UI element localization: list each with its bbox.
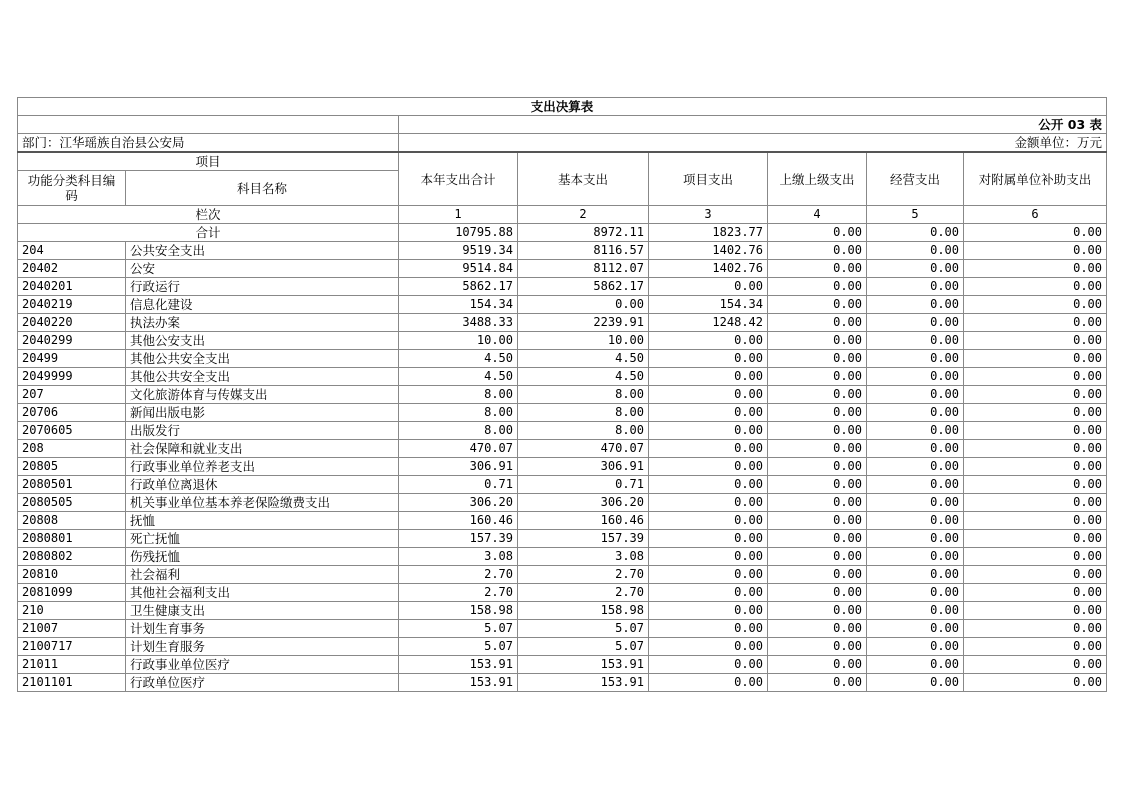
row-value: 0.00 xyxy=(768,656,867,674)
row-value: 0.00 xyxy=(518,296,649,314)
row-code: 20402 xyxy=(18,260,126,278)
row-name: 行政单位医疗 xyxy=(126,674,399,692)
row-value: 153.91 xyxy=(518,656,649,674)
row-value: 8.00 xyxy=(518,386,649,404)
row-code: 21007 xyxy=(18,620,126,638)
total-value: 0.00 xyxy=(768,224,867,242)
column-number: 1 xyxy=(399,206,518,224)
row-value: 157.39 xyxy=(399,530,518,548)
row-code: 2040220 xyxy=(18,314,126,332)
row-value: 0.00 xyxy=(964,602,1107,620)
row-value: 3.08 xyxy=(399,548,518,566)
row-name: 公共安全支出 xyxy=(126,242,399,260)
total-label: 合计 xyxy=(18,224,399,242)
row-value: 0.00 xyxy=(867,476,964,494)
row-value: 0.00 xyxy=(964,314,1107,332)
row-code: 2101101 xyxy=(18,674,126,692)
table-row xyxy=(18,638,1107,656)
row-value: 2239.91 xyxy=(518,314,649,332)
row-value: 0.00 xyxy=(964,296,1107,314)
table-row xyxy=(18,350,1107,368)
row-value: 0.00 xyxy=(768,278,867,296)
column-number: 5 xyxy=(867,206,964,224)
row-value: 0.00 xyxy=(649,674,768,692)
data-rows xyxy=(18,242,1107,692)
table-row xyxy=(18,602,1107,620)
row-value: 0.00 xyxy=(768,512,867,530)
row-code: 2049999 xyxy=(18,368,126,386)
row-code: 2040201 xyxy=(18,278,126,296)
row-value: 5.07 xyxy=(399,638,518,656)
row-value: 0.00 xyxy=(768,368,867,386)
row-value: 470.07 xyxy=(399,440,518,458)
row-value: 306.91 xyxy=(518,458,649,476)
total-value: 10795.88 xyxy=(399,224,518,242)
row-value: 0.00 xyxy=(867,620,964,638)
header-col-project: 项目支出 xyxy=(649,152,768,206)
column-number: 3 xyxy=(649,206,768,224)
row-code: 210 xyxy=(18,602,126,620)
row-value: 0.00 xyxy=(867,458,964,476)
row-value: 0.00 xyxy=(867,314,964,332)
row-code: 2100717 xyxy=(18,638,126,656)
row-value: 0.00 xyxy=(964,386,1107,404)
expenditure-table xyxy=(17,97,1107,692)
row-code: 20805 xyxy=(18,458,126,476)
row-code: 20808 xyxy=(18,512,126,530)
row-name: 行政运行 xyxy=(126,278,399,296)
table-row xyxy=(18,458,1107,476)
row-value: 0.00 xyxy=(867,656,964,674)
table-row xyxy=(18,260,1107,278)
table-row xyxy=(18,386,1107,404)
row-name: 抚恤 xyxy=(126,512,399,530)
table-row xyxy=(18,332,1107,350)
row-value: 0.00 xyxy=(964,260,1107,278)
row-value: 0.00 xyxy=(964,548,1107,566)
row-value: 4.50 xyxy=(518,350,649,368)
row-value: 0.00 xyxy=(867,566,964,584)
row-name: 计划生育服务 xyxy=(126,638,399,656)
table-row xyxy=(18,548,1107,566)
row-value: 158.98 xyxy=(399,602,518,620)
row-value: 0.00 xyxy=(649,386,768,404)
row-value: 0.00 xyxy=(867,674,964,692)
row-name: 行政单位离退休 xyxy=(126,476,399,494)
row-value: 0.00 xyxy=(867,422,964,440)
row-value: 0.00 xyxy=(867,404,964,422)
row-value: 5.07 xyxy=(399,620,518,638)
row-name: 执法办案 xyxy=(126,314,399,332)
row-value: 0.00 xyxy=(649,548,768,566)
row-code: 2070605 xyxy=(18,422,126,440)
row-code: 2040219 xyxy=(18,296,126,314)
row-value: 306.20 xyxy=(399,494,518,512)
row-value: 0.00 xyxy=(649,512,768,530)
row-value: 0.00 xyxy=(964,584,1107,602)
row-value: 0.00 xyxy=(867,386,964,404)
header-item: 项目 xyxy=(18,152,399,171)
table-title: 支出决算表 xyxy=(18,98,1107,116)
row-value: 0.00 xyxy=(768,332,867,350)
table-row xyxy=(18,422,1107,440)
row-code: 2080801 xyxy=(18,530,126,548)
row-value: 0.00 xyxy=(768,422,867,440)
row-value: 0.00 xyxy=(768,530,867,548)
column-number: 4 xyxy=(768,206,867,224)
row-code: 21011 xyxy=(18,656,126,674)
row-value: 2.70 xyxy=(399,566,518,584)
table-row xyxy=(18,314,1107,332)
row-value: 0.00 xyxy=(867,512,964,530)
row-value: 5862.17 xyxy=(518,278,649,296)
row-value: 0.00 xyxy=(768,638,867,656)
table-row xyxy=(18,566,1107,584)
table-row xyxy=(18,494,1107,512)
total-value: 0.00 xyxy=(964,224,1107,242)
row-value: 0.00 xyxy=(768,476,867,494)
row-value: 3.08 xyxy=(518,548,649,566)
row-name: 其他公安支出 xyxy=(126,332,399,350)
row-code: 2080802 xyxy=(18,548,126,566)
row-value: 0.00 xyxy=(867,602,964,620)
row-value: 4.50 xyxy=(518,368,649,386)
total-row xyxy=(18,224,1107,242)
row-name: 信息化建设 xyxy=(126,296,399,314)
row-code: 20499 xyxy=(18,350,126,368)
row-value: 2.70 xyxy=(518,566,649,584)
table-row xyxy=(18,404,1107,422)
row-value: 0.00 xyxy=(867,278,964,296)
row-value: 1402.76 xyxy=(649,242,768,260)
row-value: 0.00 xyxy=(649,656,768,674)
row-value: 0.00 xyxy=(649,584,768,602)
row-value: 0.00 xyxy=(768,314,867,332)
row-code: 2040299 xyxy=(18,332,126,350)
department-label: 部门：江华瑶族自治县公安局 xyxy=(18,134,399,153)
table-row xyxy=(18,278,1107,296)
row-value: 0.00 xyxy=(768,296,867,314)
row-value: 0.00 xyxy=(964,458,1107,476)
row-name: 行政事业单位医疗 xyxy=(126,656,399,674)
row-value: 0.00 xyxy=(649,440,768,458)
row-value: 153.91 xyxy=(399,656,518,674)
row-value: 160.46 xyxy=(399,512,518,530)
row-value: 0.00 xyxy=(649,638,768,656)
row-value: 5.07 xyxy=(518,620,649,638)
row-name: 文化旅游体育与传媒支出 xyxy=(126,386,399,404)
row-value: 0.00 xyxy=(649,476,768,494)
table-row xyxy=(18,476,1107,494)
row-value: 0.00 xyxy=(768,494,867,512)
row-value: 0.71 xyxy=(399,476,518,494)
row-value: 8.00 xyxy=(518,404,649,422)
table-row xyxy=(18,674,1107,692)
row-name: 计划生育事务 xyxy=(126,620,399,638)
row-code: 2080505 xyxy=(18,494,126,512)
row-value: 0.00 xyxy=(649,494,768,512)
row-value: 0.00 xyxy=(867,332,964,350)
table-row xyxy=(18,242,1107,260)
row-value: 9514.84 xyxy=(399,260,518,278)
row-code: 20706 xyxy=(18,404,126,422)
row-value: 0.00 xyxy=(867,584,964,602)
row-value: 0.00 xyxy=(964,530,1107,548)
row-name: 社会福利 xyxy=(126,566,399,584)
row-value: 0.00 xyxy=(867,548,964,566)
row-value: 10.00 xyxy=(518,332,649,350)
total-value: 8972.11 xyxy=(518,224,649,242)
row-code: 207 xyxy=(18,386,126,404)
header-col-subsidy: 对附属单位补助支出 xyxy=(964,152,1107,206)
row-value: 8112.07 xyxy=(518,260,649,278)
row-value: 154.34 xyxy=(399,296,518,314)
row-value: 0.00 xyxy=(964,278,1107,296)
row-value: 0.00 xyxy=(867,296,964,314)
table-row xyxy=(18,530,1107,548)
row-value: 0.00 xyxy=(964,638,1107,656)
header-code: 功能分类科目编码 xyxy=(18,171,126,206)
row-value: 160.46 xyxy=(518,512,649,530)
row-value: 0.00 xyxy=(649,404,768,422)
row-value: 1402.76 xyxy=(649,260,768,278)
row-value: 0.00 xyxy=(649,602,768,620)
row-value: 0.00 xyxy=(964,656,1107,674)
row-value: 0.00 xyxy=(768,404,867,422)
row-value: 0.00 xyxy=(867,242,964,260)
row-value: 158.98 xyxy=(518,602,649,620)
row-name: 伤残抚恤 xyxy=(126,548,399,566)
row-value: 4.50 xyxy=(399,350,518,368)
row-value: 0.00 xyxy=(768,350,867,368)
row-value: 0.00 xyxy=(964,476,1107,494)
table-row xyxy=(18,296,1107,314)
total-value: 0.00 xyxy=(867,224,964,242)
column-number: 2 xyxy=(518,206,649,224)
row-value: 2.70 xyxy=(399,584,518,602)
row-name: 机关事业单位基本养老保险缴费支出 xyxy=(126,494,399,512)
row-value: 153.91 xyxy=(518,674,649,692)
row-value: 8.00 xyxy=(399,404,518,422)
row-value: 5.07 xyxy=(518,638,649,656)
row-value: 0.00 xyxy=(867,494,964,512)
row-value: 0.00 xyxy=(649,368,768,386)
row-value: 0.00 xyxy=(964,422,1107,440)
row-name: 行政事业单位养老支出 xyxy=(126,458,399,476)
row-value: 0.00 xyxy=(649,422,768,440)
row-value: 2.70 xyxy=(518,584,649,602)
row-value: 0.00 xyxy=(867,368,964,386)
row-value: 0.00 xyxy=(768,620,867,638)
row-value: 0.00 xyxy=(768,440,867,458)
row-value: 4.50 xyxy=(399,368,518,386)
row-value: 0.00 xyxy=(964,674,1107,692)
column-number: 6 xyxy=(964,206,1107,224)
row-value: 0.00 xyxy=(768,458,867,476)
row-code: 204 xyxy=(18,242,126,260)
row-code: 20810 xyxy=(18,566,126,584)
row-value: 0.00 xyxy=(964,620,1107,638)
row-code: 2080501 xyxy=(18,476,126,494)
row-name: 社会保障和就业支出 xyxy=(126,440,399,458)
row-value: 0.00 xyxy=(768,602,867,620)
row-name: 公安 xyxy=(126,260,399,278)
row-value: 0.00 xyxy=(768,674,867,692)
row-value: 8.00 xyxy=(399,386,518,404)
row-value: 0.00 xyxy=(649,278,768,296)
row-value: 9519.34 xyxy=(399,242,518,260)
row-value: 0.00 xyxy=(768,242,867,260)
header-col-remit: 上缴上级支出 xyxy=(768,152,867,206)
form-code: 公开 03 表 xyxy=(399,116,1107,134)
row-value: 0.00 xyxy=(768,260,867,278)
row-value: 306.91 xyxy=(399,458,518,476)
expenditure-report-sheet xyxy=(17,97,1106,692)
header-col-total: 本年支出合计 xyxy=(399,152,518,206)
row-value: 154.34 xyxy=(649,296,768,314)
row-value: 10.00 xyxy=(399,332,518,350)
row-name: 卫生健康支出 xyxy=(126,602,399,620)
row-name: 出版发行 xyxy=(126,422,399,440)
row-value: 0.00 xyxy=(649,620,768,638)
row-value: 0.00 xyxy=(768,566,867,584)
row-value: 0.00 xyxy=(964,440,1107,458)
unit-label: 金额单位：万元 xyxy=(399,134,1107,153)
row-value: 0.00 xyxy=(964,566,1107,584)
column-number-label: 栏次 xyxy=(18,206,399,224)
header-col-business: 经营支出 xyxy=(867,152,964,206)
row-name: 其他公共安全支出 xyxy=(126,368,399,386)
row-value: 0.00 xyxy=(649,332,768,350)
row-value: 0.00 xyxy=(649,458,768,476)
row-value: 0.00 xyxy=(768,548,867,566)
table-row xyxy=(18,368,1107,386)
row-value: 0.00 xyxy=(964,368,1107,386)
row-value: 3488.33 xyxy=(399,314,518,332)
row-value: 0.00 xyxy=(649,350,768,368)
row-value: 1248.42 xyxy=(649,314,768,332)
row-value: 0.00 xyxy=(964,350,1107,368)
row-value: 8.00 xyxy=(399,422,518,440)
row-value: 0.71 xyxy=(518,476,649,494)
row-value: 470.07 xyxy=(518,440,649,458)
row-name: 其他公共安全支出 xyxy=(126,350,399,368)
row-value: 0.00 xyxy=(768,584,867,602)
row-value: 0.00 xyxy=(649,566,768,584)
table-row xyxy=(18,584,1107,602)
row-value: 0.00 xyxy=(964,242,1107,260)
row-value: 8116.57 xyxy=(518,242,649,260)
row-value: 0.00 xyxy=(867,260,964,278)
table-row xyxy=(18,440,1107,458)
row-value: 306.20 xyxy=(518,494,649,512)
row-value: 157.39 xyxy=(518,530,649,548)
row-value: 0.00 xyxy=(649,530,768,548)
row-value: 0.00 xyxy=(867,350,964,368)
row-value: 0.00 xyxy=(768,386,867,404)
row-value: 0.00 xyxy=(964,512,1107,530)
row-value: 5862.17 xyxy=(399,278,518,296)
row-value: 0.00 xyxy=(964,404,1107,422)
row-value: 0.00 xyxy=(867,530,964,548)
row-code: 208 xyxy=(18,440,126,458)
row-value: 0.00 xyxy=(867,638,964,656)
row-name: 其他社会福利支出 xyxy=(126,584,399,602)
row-name: 死亡抚恤 xyxy=(126,530,399,548)
total-value: 1823.77 xyxy=(649,224,768,242)
header-col-basic: 基本支出 xyxy=(518,152,649,206)
row-code: 2081099 xyxy=(18,584,126,602)
table-row xyxy=(18,620,1107,638)
row-value: 8.00 xyxy=(518,422,649,440)
table-row xyxy=(18,656,1107,674)
row-value: 0.00 xyxy=(964,332,1107,350)
header-name: 科目名称 xyxy=(126,171,399,206)
row-value: 0.00 xyxy=(964,494,1107,512)
row-value: 153.91 xyxy=(399,674,518,692)
table-row xyxy=(18,512,1107,530)
row-name: 新闻出版电影 xyxy=(126,404,399,422)
row-value: 0.00 xyxy=(867,440,964,458)
